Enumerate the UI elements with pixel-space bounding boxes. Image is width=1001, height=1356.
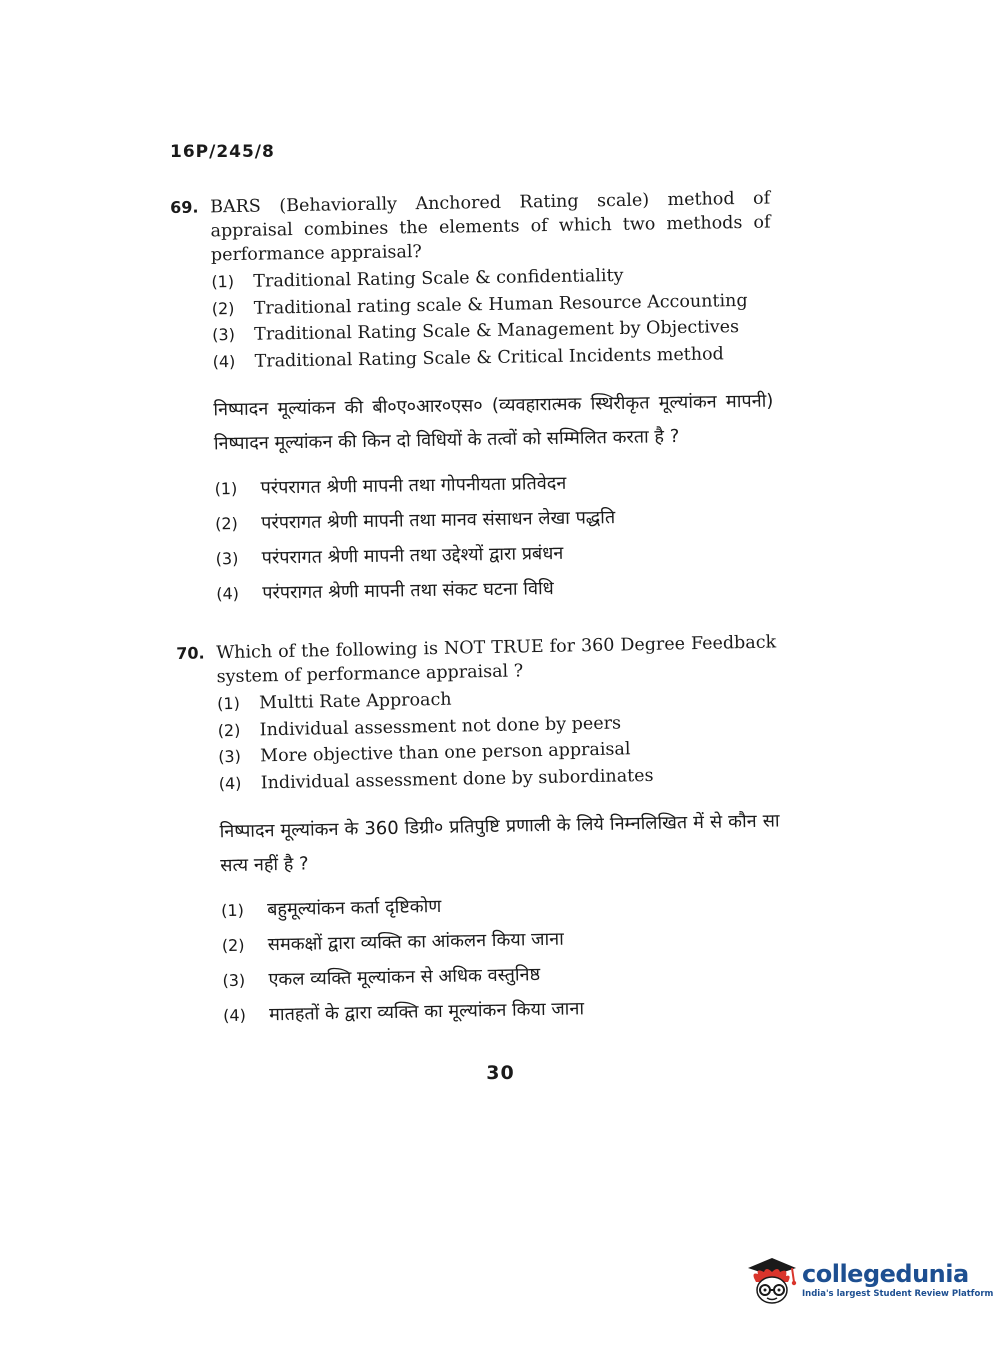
option-number: (4) <box>222 1005 247 1026</box>
option-number: (4) <box>218 773 242 793</box>
graduate-mascot-icon <box>742 1252 798 1308</box>
option-number: (1) <box>220 900 245 921</box>
brand-name: collegedunia <box>802 1260 969 1288</box>
option-number: (3) <box>218 746 242 767</box>
page-number: 30 <box>486 1062 515 1084</box>
option-text: Individual assessment done by subordinates <box>260 765 654 793</box>
option-text: Traditional Rating Scale & confidentiality <box>253 265 624 292</box>
question-header <box>170 187 771 268</box>
option-number: (3) <box>215 548 239 569</box>
options-list-english <box>217 680 779 797</box>
option-text: परंपरागत श्रेणी मापनी तथा उद्देश्यों द्वारा प्रबंधन <box>261 542 564 569</box>
option-text: More objective than one person appraisal <box>260 739 631 767</box>
question-70 <box>176 630 783 1033</box>
option-text: Traditional Rating Scale & Management by Objectives <box>254 317 740 345</box>
hindi-block <box>213 385 776 612</box>
brand-text <box>802 1260 993 1300</box>
brand-tagline: India's largest Student Review Platform <box>802 1289 994 1299</box>
option-text: समकक्षों द्वारा व्यक्ति का आंकलन किया जाना <box>267 928 564 956</box>
option-number: (2) <box>215 513 238 534</box>
hindi-question-text: निष्पादन मूल्यांकन की बी०ए०आर०एस० (व्यवहारात्मक स्थिरीकृत मूल्यांकन मापनी) निष्पादन मूल्यांकन की किन दो विधियों के तत्वों को सम्मिलित करता है ? <box>213 390 774 455</box>
brand-watermark[interactable] <box>742 1252 993 1308</box>
option-text: Traditional Rating Scale & Critical Incidents method <box>254 343 724 372</box>
question-69 <box>170 187 776 612</box>
question-header <box>176 630 777 690</box>
option-text: बहुमूल्यांकन कर्ता दृष्टिकोण <box>266 895 442 921</box>
option-number: (3) <box>212 324 236 345</box>
paper-code: 16P/245/8 <box>170 142 275 162</box>
hindi-option-item <box>216 568 776 612</box>
option-number: (2) <box>217 720 241 740</box>
option-number: (3) <box>222 970 246 991</box>
option-number: (1) <box>211 272 235 292</box>
option-text: परंपरागत श्रेणी मापनी तथा गोपनीयता प्रतिवेदन <box>260 472 567 499</box>
option-text: परंपरागत श्रेणी मापनी तथा संकट घटना विधि <box>262 578 554 604</box>
option-text: Individual assessment not done by peers <box>259 712 622 740</box>
question-text: Which of the following is NOT TRUE for 360 Degree Feedback system of performance appraisal ? <box>216 632 777 688</box>
hindi-question-text: निष्पादन मूल्यांकन के 360 डिग्री० प्रतिपुष्टि प्रणाली के लिये निम्नलिखित में से कौन सा सत्य नहीं है ? <box>219 810 780 877</box>
option-number: (2) <box>221 935 245 956</box>
question-number: 70. <box>176 643 205 663</box>
hindi-block <box>219 804 783 1033</box>
option-text: Multti Rate Approach <box>259 689 452 714</box>
question-text: BARS (Behaviorally Anchored Rating scale) method of appraisal combines the elements of which two methods of performance appraisal? <box>210 188 771 266</box>
option-text: एकल व्यक्ति मूल्यांकन से अधिक वस्तुनिष्ठ <box>268 964 541 991</box>
options-list-hindi <box>214 463 776 612</box>
option-text: मातहतों के द्वारा व्यक्ति का मूल्यांकन किया जाना <box>268 998 585 1026</box>
option-number: (4) <box>216 583 240 604</box>
option-number: (1) <box>217 693 241 714</box>
option-text: परंपरागत श्रेणी मापनी तथा मानव संसाधन लेखा पद्धति <box>260 507 616 534</box>
options-list-hindi <box>221 882 784 1033</box>
option-text: Traditional rating scale & Human Resource Accounting <box>253 290 748 319</box>
options-list-english <box>211 261 773 376</box>
option-number: (2) <box>211 298 235 318</box>
option-number: (4) <box>212 351 236 371</box>
option-number: (1) <box>214 478 238 499</box>
question-number: 69. <box>170 197 199 217</box>
